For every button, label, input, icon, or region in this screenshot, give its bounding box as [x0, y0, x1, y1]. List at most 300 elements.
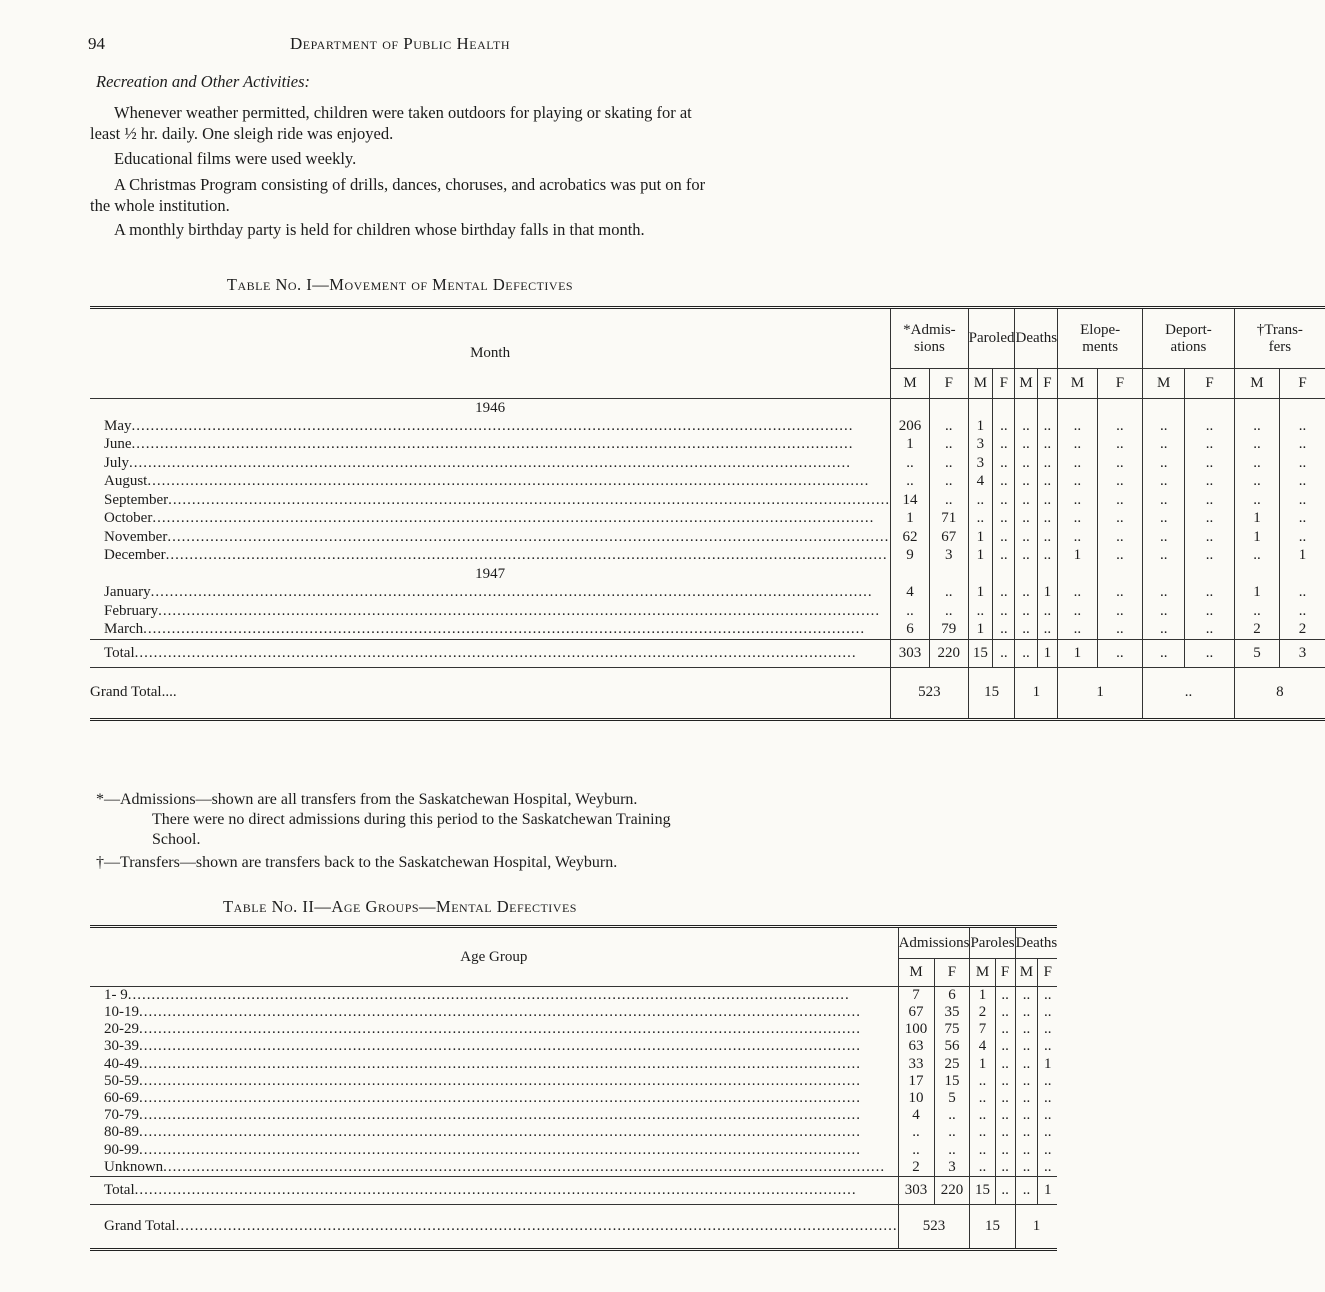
table-cell: 1 — [1058, 547, 1097, 566]
table-cell: .. — [1234, 547, 1279, 566]
cell-text: 60-69 ..... — [104, 1090, 861, 1106]
table-cell: .. — [995, 1124, 1015, 1141]
table-cell: 6 — [934, 987, 970, 1005]
table-cell: .. — [929, 491, 968, 510]
table-cell: .. — [968, 510, 993, 529]
total-cell: 220 — [929, 639, 968, 667]
table-cell — [1280, 399, 1325, 418]
table-cell: 75 — [934, 1021, 970, 1038]
table-cell: .. — [1097, 528, 1143, 547]
cell-text: 20-29 ..... — [104, 1021, 861, 1037]
table-cell: .. — [1015, 528, 1037, 547]
table-cell: 1 — [1038, 1056, 1057, 1073]
table-cell: 79 — [929, 621, 968, 640]
table-cell: .. — [929, 417, 968, 436]
table-cell: .. — [1280, 528, 1325, 547]
table-cell — [891, 399, 930, 418]
table-cell: .. — [995, 987, 1015, 1005]
subheader-f: F — [995, 959, 1015, 987]
paragraph: Educational films were used weekly. — [114, 149, 357, 168]
table-cell: 1 — [968, 528, 993, 547]
table-cell: .. — [1058, 584, 1097, 603]
table-row — [90, 491, 1325, 510]
table-cell — [1280, 565, 1325, 584]
table-cell: 3 — [968, 436, 993, 455]
table-row — [90, 584, 1325, 603]
table-cell: .. — [995, 1107, 1015, 1124]
table-cell: 71 — [929, 510, 968, 529]
grand-total-cell: 15 — [970, 1204, 1015, 1249]
cell-text: August ..... — [104, 473, 869, 489]
table-cell: .. — [1037, 528, 1058, 547]
movement-table — [90, 306, 1325, 721]
table-row — [90, 565, 1325, 584]
table-cell: .. — [1015, 473, 1037, 492]
cell-text: 90-99 ..... — [104, 1142, 861, 1158]
table-cell: .. — [1038, 987, 1057, 1005]
table-cell: .. — [1037, 491, 1058, 510]
table-cell: .. — [1185, 547, 1234, 566]
table-cell: .. — [1015, 621, 1037, 640]
grand-total-cell: 1 — [1058, 667, 1143, 719]
table-cell: .. — [1234, 454, 1279, 473]
table-cell: .. — [1185, 602, 1234, 621]
col-month: Month — [470, 345, 511, 361]
table-cell: .. — [1185, 417, 1234, 436]
table-cell: .. — [1097, 510, 1143, 529]
table-cell: 3 — [929, 547, 968, 566]
table-cell: .. — [993, 621, 1015, 640]
cell-text: 1946 — [475, 399, 506, 416]
table-cell: 4 — [891, 584, 930, 603]
paragraph: Whenever weather permitted, children were taken outdoors for playing or skating for at least ½ hr. daily. One sleigh ride was enjoyed. — [90, 103, 692, 143]
cell-text: July ..... — [104, 455, 851, 471]
table-cell: .. — [1037, 473, 1058, 492]
table-cell: .. — [1015, 1124, 1038, 1141]
table-cell — [1037, 565, 1058, 584]
table-row — [90, 454, 1325, 473]
cell-text: November ..... — [104, 529, 889, 545]
table-row — [90, 1038, 1057, 1055]
table-cell: .. — [1037, 602, 1058, 621]
total-cell: .. — [1015, 1176, 1038, 1204]
table-cell: .. — [1234, 491, 1279, 510]
grand-total-cell: 15 — [968, 667, 1015, 719]
table-row — [90, 399, 1325, 418]
subheader-m: M — [970, 959, 995, 987]
subheader-f: F — [1280, 369, 1325, 399]
cell-text: 30-39 ..... — [104, 1038, 861, 1054]
table-cell: .. — [1037, 454, 1058, 473]
subheader-m: M — [1015, 369, 1037, 399]
table-cell: 1 — [968, 547, 993, 566]
table-cell: 1 — [968, 417, 993, 436]
footnote-line: There were no direct admissions during this period to the Saskatchewan Training School. — [152, 811, 671, 848]
table-cell: .. — [1015, 1142, 1038, 1159]
table-cell: .. — [993, 473, 1015, 492]
table-cell: .. — [1015, 1004, 1038, 1021]
total-cell: 5 — [1234, 639, 1279, 667]
table-cell: .. — [1143, 436, 1185, 455]
table-cell: .. — [934, 1124, 970, 1141]
age-group-label — [90, 1107, 898, 1124]
cell-text: Grand Total ..... — [104, 1218, 898, 1234]
subheader-m: M — [898, 959, 934, 987]
table-cell: .. — [1185, 473, 1234, 492]
table-cell: .. — [993, 602, 1015, 621]
year-label — [90, 399, 891, 418]
age-group-label — [90, 1004, 898, 1021]
table-cell: .. — [1185, 454, 1234, 473]
table-cell — [1185, 399, 1234, 418]
table-row — [90, 1159, 1057, 1177]
table-cell: .. — [993, 454, 1015, 473]
total-cell: 303 — [898, 1176, 934, 1204]
table-cell: .. — [1015, 1090, 1038, 1107]
table-row — [90, 1056, 1057, 1073]
col-age-group: Age Group — [460, 948, 528, 965]
col-deaths: Deaths — [1015, 927, 1057, 959]
table-cell: .. — [934, 1142, 970, 1159]
table-cell: .. — [1280, 454, 1325, 473]
table-cell: .. — [970, 1073, 995, 1090]
table-cell: .. — [1143, 454, 1185, 473]
table-cell: .. — [1234, 417, 1279, 436]
table-cell: .. — [1037, 621, 1058, 640]
subheader-m: M — [1234, 369, 1279, 399]
subheader-f: F — [993, 369, 1015, 399]
table-cell: .. — [1038, 1038, 1057, 1055]
year-label — [90, 565, 891, 584]
table-cell — [1015, 565, 1037, 584]
table-cell: .. — [1015, 1021, 1038, 1038]
table-cell: .. — [934, 1107, 970, 1124]
table-cell: .. — [1280, 473, 1325, 492]
table-cell: 10 — [898, 1090, 934, 1107]
table-cell: .. — [1058, 602, 1097, 621]
table-cell: .. — [1185, 491, 1234, 510]
table-cell: .. — [1015, 987, 1038, 1005]
col-deportations: Deport-ations — [1143, 308, 1235, 369]
age-group-label — [90, 987, 898, 1005]
table-cell: 62 — [891, 528, 930, 547]
grand-total-cell: .. — [1143, 667, 1235, 719]
table-cell: .. — [1038, 1090, 1057, 1107]
month-label — [90, 547, 891, 566]
table-cell: 5 — [934, 1090, 970, 1107]
age-group-label — [90, 1159, 898, 1177]
cell-text: December ..... — [104, 547, 888, 563]
total-cell: 15 — [968, 639, 993, 667]
table2-title: Table No. II—Age Groups—Mental Defectives — [223, 897, 577, 916]
paragraph: A Christmas Program consisting of drills, dances, choruses, and acrobatics was put on for the whole institution. — [90, 175, 706, 215]
age-group-label — [90, 1090, 898, 1107]
grand-total-cell: 523 — [898, 1204, 970, 1249]
table-cell — [1037, 399, 1058, 418]
table-cell: 15 — [934, 1073, 970, 1090]
cell-text: Unknown ..... — [104, 1159, 885, 1175]
table-row — [90, 417, 1325, 436]
table-cell: .. — [1143, 547, 1185, 566]
table-cell: .. — [1185, 584, 1234, 603]
table-cell: .. — [995, 1004, 1015, 1021]
table-cell: 2 — [1280, 621, 1325, 640]
table-cell: 4 — [968, 473, 993, 492]
table-row — [90, 1124, 1057, 1141]
table-row — [90, 528, 1325, 547]
table-cell: .. — [1037, 510, 1058, 529]
table-cell: 1 — [1234, 510, 1279, 529]
subheader-f: F — [1038, 959, 1057, 987]
table-cell — [993, 565, 1015, 584]
cell-text: March ..... — [104, 621, 865, 637]
table-cell: 2 — [898, 1159, 934, 1177]
table-cell: 4 — [898, 1107, 934, 1124]
total-cell: .. — [1143, 639, 1185, 667]
table-cell — [1234, 565, 1279, 584]
table-cell: .. — [1185, 436, 1234, 455]
table-cell: .. — [1097, 436, 1143, 455]
table-cell: .. — [1038, 1021, 1057, 1038]
table-cell — [1143, 399, 1185, 418]
table-cell: .. — [970, 1124, 995, 1141]
table-cell — [1058, 565, 1097, 584]
footnote-transfers: †—Transfers—shown are transfers back to the Saskatchewan Hospital, Weyburn. — [96, 854, 618, 871]
paragraph: A monthly birthday party is held for children whose birthday falls in that month. — [114, 220, 645, 239]
cell-text: 70-79 ..... — [104, 1107, 861, 1123]
table-cell: .. — [929, 436, 968, 455]
table-cell: .. — [993, 584, 1015, 603]
table-cell: .. — [1038, 1107, 1057, 1124]
table-cell: .. — [1015, 1107, 1038, 1124]
month-label — [90, 602, 891, 621]
table-cell: 3 — [968, 454, 993, 473]
grand-total-label — [90, 1204, 898, 1249]
table-cell — [929, 399, 968, 418]
table-cell: .. — [995, 1090, 1015, 1107]
col-elopements: Elope-ments — [1058, 308, 1143, 369]
table-cell: .. — [1015, 436, 1037, 455]
table-row — [90, 1107, 1057, 1124]
table-cell: 1 — [1234, 584, 1279, 603]
table-cell: .. — [1280, 491, 1325, 510]
subheader-m: M — [1015, 959, 1038, 987]
running-title: Department of Public Health — [290, 34, 510, 53]
table-cell: .. — [970, 1142, 995, 1159]
month-label — [90, 417, 891, 436]
table-cell: .. — [1015, 602, 1037, 621]
total-cell: .. — [1185, 639, 1234, 667]
cell-text: February ..... — [104, 603, 880, 619]
table-cell: .. — [891, 454, 930, 473]
total-cell: .. — [995, 1176, 1015, 1204]
table-cell: .. — [995, 1056, 1015, 1073]
total-label — [90, 639, 891, 667]
age-group-label — [90, 1142, 898, 1159]
total-cell: 15 — [970, 1176, 995, 1204]
table-cell — [929, 565, 968, 584]
age-group-label — [90, 1038, 898, 1055]
subheader-f: F — [929, 369, 968, 399]
col-deaths: Deaths — [1015, 308, 1058, 369]
table-cell — [1097, 565, 1143, 584]
table-cell: .. — [1234, 473, 1279, 492]
table-cell: .. — [1058, 454, 1097, 473]
table-cell: .. — [1058, 621, 1097, 640]
table-cell: .. — [1097, 621, 1143, 640]
table-cell: .. — [1234, 602, 1279, 621]
table-cell: .. — [995, 1159, 1015, 1177]
table-cell: .. — [1280, 436, 1325, 455]
total-label — [90, 1176, 898, 1204]
total-cell: .. — [1097, 639, 1143, 667]
subheader-f: F — [934, 959, 970, 987]
footnote-admissions — [96, 790, 716, 850]
section-title: Recreation and Other Activities: — [96, 72, 310, 91]
table-cell: .. — [1015, 584, 1037, 603]
table-cell: .. — [1037, 436, 1058, 455]
table-cell: 6 — [891, 621, 930, 640]
table-cell: .. — [993, 510, 1015, 529]
table-cell: .. — [995, 1142, 1015, 1159]
table-cell: .. — [929, 473, 968, 492]
grand-total-cell: 1 — [1015, 667, 1058, 719]
month-label — [90, 621, 891, 640]
subheader-m: M — [1143, 369, 1185, 399]
table-cell: .. — [995, 1038, 1015, 1055]
table-cell: 33 — [898, 1056, 934, 1073]
table-cell: .. — [1058, 417, 1097, 436]
table-cell: 3 — [934, 1159, 970, 1177]
table-cell: 4 — [970, 1038, 995, 1055]
table-cell: .. — [1143, 510, 1185, 529]
table-cell: .. — [1058, 510, 1097, 529]
table1-title: Table No. I—Movement of Mental Defectives — [226, 275, 574, 294]
table-cell: .. — [929, 602, 968, 621]
table-row — [90, 436, 1325, 455]
table-cell: .. — [1038, 1159, 1057, 1177]
cell-text: Total ..... — [104, 1182, 857, 1198]
table-cell: 67 — [898, 1004, 934, 1021]
table-cell — [993, 399, 1015, 418]
age-groups-table — [90, 925, 1057, 1251]
grand-total-label: Grand Total.... — [90, 684, 177, 700]
month-label — [90, 528, 891, 547]
table-cell: .. — [929, 584, 968, 603]
grand-total-cell: 523 — [891, 667, 969, 719]
table-cell: .. — [1185, 621, 1234, 640]
table-cell: .. — [1143, 473, 1185, 492]
cell-text: 50-59 ..... — [104, 1073, 861, 1089]
table-cell — [1015, 399, 1037, 418]
table-cell: .. — [1185, 510, 1234, 529]
table-cell: .. — [929, 454, 968, 473]
table-cell: .. — [993, 547, 1015, 566]
page-header — [88, 34, 712, 58]
table-cell: .. — [993, 436, 1015, 455]
cell-text: September ..... — [104, 492, 890, 508]
col-paroles: Paroles — [970, 927, 1015, 959]
cell-text: 1- 9 ..... — [104, 987, 850, 1003]
table-cell: .. — [1234, 436, 1279, 455]
table-cell: .. — [898, 1142, 934, 1159]
table-row — [90, 987, 1057, 1005]
table-row — [90, 1073, 1057, 1090]
page-number: 94 — [88, 34, 105, 53]
table-cell — [891, 565, 930, 584]
month-label — [90, 454, 891, 473]
cell-text: Total ..... — [104, 645, 857, 661]
cell-text: 40-49 ..... — [104, 1056, 861, 1072]
cell-text: May ..... — [104, 418, 854, 434]
total-cell: 3 — [1280, 639, 1325, 667]
table-cell: 100 — [898, 1021, 934, 1038]
table-cell — [1097, 399, 1143, 418]
table-cell: 63 — [898, 1038, 934, 1055]
table-cell: 1 — [891, 510, 930, 529]
table-cell: .. — [1058, 491, 1097, 510]
footnote-line: *—Admissions—shown are all transfers from the Saskatchewan Hospital, Weyburn. — [96, 791, 638, 808]
table-cell: .. — [993, 528, 1015, 547]
age-group-label — [90, 1073, 898, 1090]
table-cell: .. — [1143, 417, 1185, 436]
table-cell: .. — [1015, 1038, 1038, 1055]
table-cell: 14 — [891, 491, 930, 510]
grand-total-cell: 8 — [1234, 667, 1325, 719]
table-cell: .. — [970, 1107, 995, 1124]
table-cell: .. — [1038, 1124, 1057, 1141]
table-row — [90, 473, 1325, 492]
table-row — [90, 1021, 1057, 1038]
table-row — [90, 1090, 1057, 1107]
table-cell: .. — [1058, 528, 1097, 547]
table-cell: .. — [968, 602, 993, 621]
table-cell: .. — [1097, 547, 1143, 566]
table-cell: 1 — [1280, 547, 1325, 566]
table-cell: .. — [1015, 1159, 1038, 1177]
table-cell: 17 — [898, 1073, 934, 1090]
table-cell: 67 — [929, 528, 968, 547]
table-cell: .. — [1143, 528, 1185, 547]
table-cell: .. — [1038, 1142, 1057, 1159]
table-cell: .. — [891, 473, 930, 492]
table-cell: .. — [1143, 491, 1185, 510]
cell-text: October ..... — [104, 510, 874, 526]
table-cell: .. — [1037, 547, 1058, 566]
table-cell: 1 — [970, 1056, 995, 1073]
total-cell: 1 — [1037, 639, 1058, 667]
table-cell — [1185, 565, 1234, 584]
cell-text: January ..... — [104, 584, 873, 600]
table-cell: .. — [1097, 584, 1143, 603]
table-row — [90, 510, 1325, 529]
table-cell — [1234, 399, 1279, 418]
age-group-label — [90, 1021, 898, 1038]
table-cell: .. — [968, 491, 993, 510]
subheader-m: M — [891, 369, 930, 399]
total-cell: .. — [1015, 639, 1037, 667]
table-cell: 1 — [968, 621, 993, 640]
table-cell: .. — [1280, 510, 1325, 529]
table-cell: .. — [1143, 621, 1185, 640]
table-cell: .. — [891, 602, 930, 621]
table-cell: .. — [1097, 454, 1143, 473]
table-cell: 2 — [1234, 621, 1279, 640]
table-cell: .. — [970, 1090, 995, 1107]
age-group-label — [90, 1056, 898, 1073]
table-cell: .. — [1015, 1056, 1038, 1073]
subheader-f: F — [1097, 369, 1143, 399]
